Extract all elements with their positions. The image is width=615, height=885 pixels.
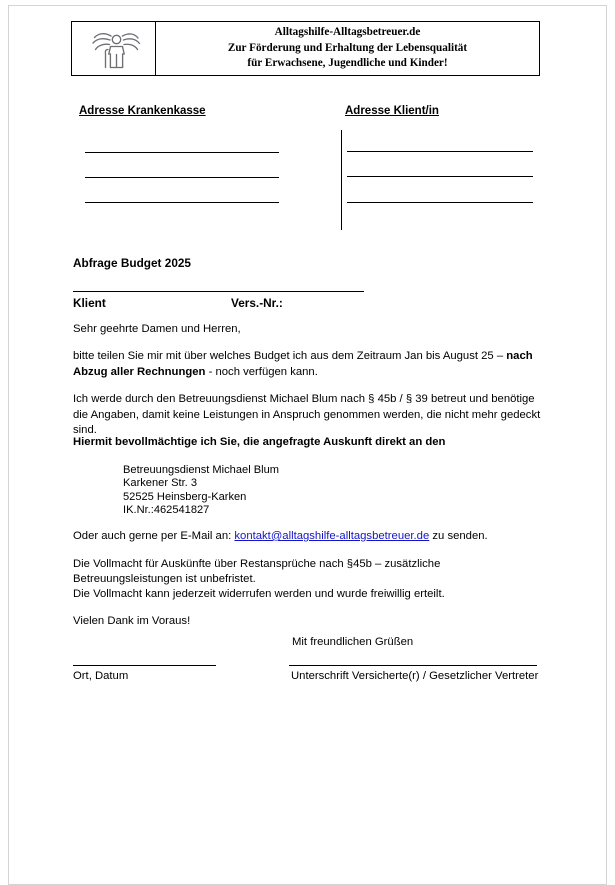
subject-line: Abfrage Budget 2025 <box>73 256 191 270</box>
paragraph-1-part-1: bitte teilen Sie mir mit über welches Budget ich aus dem Zeitraum Jan bis August 25 – <box>73 350 507 362</box>
paragraph-1-bold: nach Abzug aller Rechnungen <box>73 350 533 378</box>
email-line <box>73 529 488 545</box>
letterhead-box <box>71 21 540 76</box>
signature-rule-right <box>289 665 537 666</box>
paragraph-care-service: Ich werde durch den Betreuungsdienst Michael Blum nach § 45b / § 39 betreut und benötige die Angaben, damit keine Leistungen in Anspruch genommen werden, die nicht mehr gedeckt sind. <box>73 393 541 437</box>
address-column-divider <box>341 130 342 230</box>
letterhead-line-2: Zur Förderung und Erhaltung der Lebensqualität <box>227 41 468 54</box>
paragraph-power-of-attorney-line-2: Betreuungsleistungen ist unbefristet. <box>73 573 256 585</box>
email-line-suffix: zu senden. <box>429 530 488 542</box>
address-line-krankenkasse-3 <box>85 202 279 203</box>
signature-rule-left <box>73 665 216 666</box>
address-heading-klient: Adresse Klient/in <box>345 105 439 117</box>
authorization-heading: Hiermit bevollmächtige ich Sie, die angefragte Auskunft direkt an den <box>73 436 446 448</box>
signature-label-place-date: Ort, Datum <box>73 670 129 682</box>
closing-line: Mit freundlichen Grüßen <box>292 636 414 648</box>
email-line-prefix: Oder auch gerne per E-Mail an: <box>73 530 235 542</box>
insurance-number-label: Vers.-Nr.: <box>231 296 283 310</box>
address-heading-krankenkasse: Adresse Krankenkasse <box>79 105 206 117</box>
thanks-line: Vielen Dank im Voraus! <box>73 615 191 627</box>
contact-email-link[interactable]: kontakt@alltagshilfe-alltagsbetreuer.de <box>234 530 430 542</box>
service-address-street: Karkener Str. 3 <box>123 477 197 490</box>
paragraph-budget-request <box>73 349 541 380</box>
document-content <box>9 6 606 884</box>
service-address-ik-number: IK.Nr.:462541827 <box>123 504 210 517</box>
address-line-klient-3 <box>347 202 533 203</box>
service-address-name: Betreuungsdienst Michael Blum <box>123 464 280 476</box>
paragraph-power-of-attorney-line-3: Die Vollmacht kann jederzeit widerrufen werden und wurde freiwillig erteilt. <box>73 588 445 600</box>
address-line-klient-1 <box>347 151 533 152</box>
letterhead-line-1: Alltagshilfe-Alltagsbetreuer.de <box>274 25 421 38</box>
caregiver-figure-icon <box>86 27 142 71</box>
client-label: Klient <box>73 296 106 310</box>
address-line-klient-2 <box>347 176 533 177</box>
paragraph-1-part-2: - noch verfügen kann. <box>205 365 318 378</box>
address-line-krankenkasse-2 <box>85 177 279 178</box>
salutation: Sehr geehrte Damen und Herren, <box>73 323 241 335</box>
service-address-block <box>123 464 279 518</box>
paragraph-power-of-attorney-line-1: Die Vollmacht für Auskünfte über Restansprüche nach §45b – zusätzliche <box>73 558 441 570</box>
signature-label-signature: Unterschrift Versicherte(r) / Gesetzlicher Vertreter <box>291 670 539 682</box>
letterhead-title <box>156 22 539 75</box>
letterhead-line-3: für Erwachsene, Jugendliche und Kinder! <box>247 57 448 70</box>
address-line-krankenkasse-1 <box>85 152 279 153</box>
logo-cell <box>72 22 156 75</box>
client-row-rule <box>73 291 364 292</box>
service-address-city: 52525 Heinsberg-Karken <box>123 490 247 503</box>
document-page <box>8 5 607 885</box>
